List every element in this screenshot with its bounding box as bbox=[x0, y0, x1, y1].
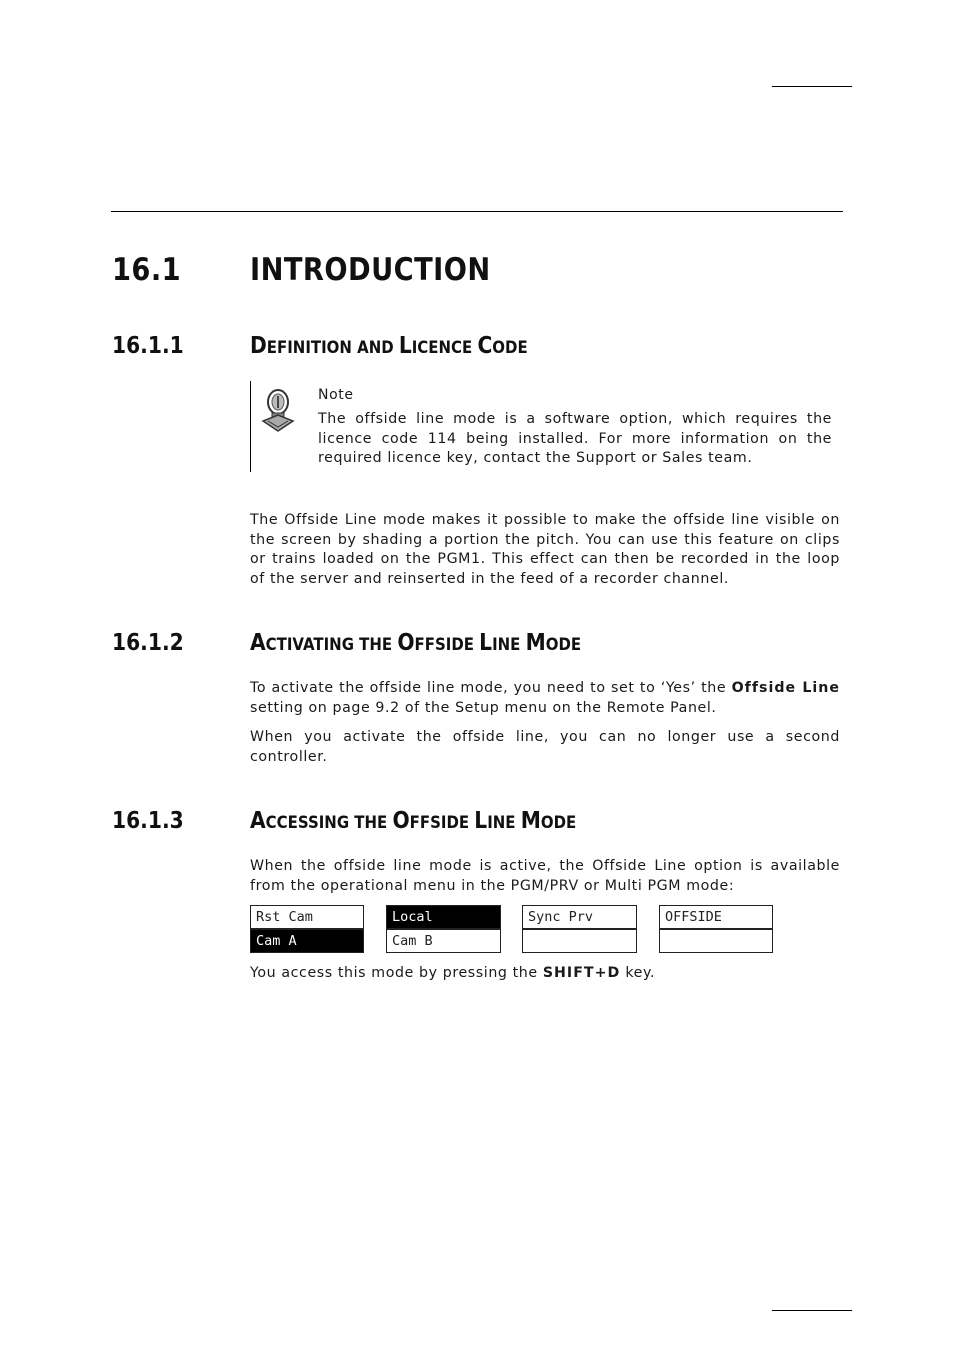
offside-line-setting: Offside Line bbox=[731, 680, 840, 696]
subsection-1-title: DEFINITION AND LICENCE CODE bbox=[250, 333, 528, 359]
menu-cell-cam-b: Cam B bbox=[386, 929, 501, 953]
subsection-3-title: ACCESSING THE OFFSIDE LINE MODE bbox=[250, 808, 577, 834]
accessing-paragraph: When the offside line mode is active, the Offside Line option is available from the operational menu in the PGM/PRV or Multi PGM mode: bbox=[250, 858, 840, 894]
subsection-2-number: 16.1.2 bbox=[112, 630, 184, 656]
second-controller-paragraph: When you activate the offside line, you can no longer use a second controller. bbox=[250, 729, 840, 765]
intro-paragraph: The Offside Line mode makes it possible to make the offside line visible on the screen by shading a portion the pitch. You can use this feature on clips or trains loaded on the PGM1. This effect can then be recorded in the loop of the server and reinserted in the feed of a recorder channel. bbox=[250, 512, 840, 587]
activate-paragraph: To activate the offside line mode, you need to set to ‘Yes’ the Offside Line setting on page 9.2 of the Setup menu on the Remote Panel. bbox=[250, 680, 840, 716]
subsection-3-number: 16.1.3 bbox=[112, 808, 184, 834]
menu-cell-local: Local bbox=[386, 905, 501, 929]
subsection-1-number: 16.1.1 bbox=[112, 333, 184, 359]
shift-d-paragraph: You access this mode by pressing the SHIFT+D key. bbox=[250, 965, 656, 981]
note-label: Note bbox=[318, 387, 354, 403]
menu-cell-empty-1 bbox=[522, 929, 637, 953]
note-bulb-icon bbox=[260, 387, 296, 433]
note-line-1: The offside line mode is a software option, which requires the bbox=[318, 411, 832, 427]
chapter-top-rule bbox=[111, 211, 843, 212]
footer-short-rule bbox=[772, 1310, 852, 1311]
shift-d-key: SHIFT+D bbox=[542, 965, 621, 981]
section-number: 16.1 bbox=[112, 252, 182, 288]
note-line-2: licence code 114 being installed. For more information on the bbox=[318, 430, 832, 447]
menu-cell-sync-prv: Sync Prv bbox=[522, 905, 637, 929]
note-vertical-bar bbox=[250, 381, 251, 472]
menu-cell-empty-2 bbox=[659, 929, 773, 953]
subsection-2-title: ACTIVATING THE OFFSIDE LINE MODE bbox=[250, 630, 582, 656]
note-text bbox=[318, 410, 832, 469]
menu-cell-rst-cam: Rst Cam bbox=[250, 905, 364, 929]
menu-cell-offside: OFFSIDE bbox=[659, 905, 773, 929]
menu-cell-cam-a: Cam A bbox=[250, 929, 364, 953]
note-line-3: required licence key, contact the Support or Sales team. bbox=[318, 450, 753, 466]
header-short-rule bbox=[772, 86, 852, 87]
section-title: INTRODUCTION bbox=[250, 252, 491, 288]
